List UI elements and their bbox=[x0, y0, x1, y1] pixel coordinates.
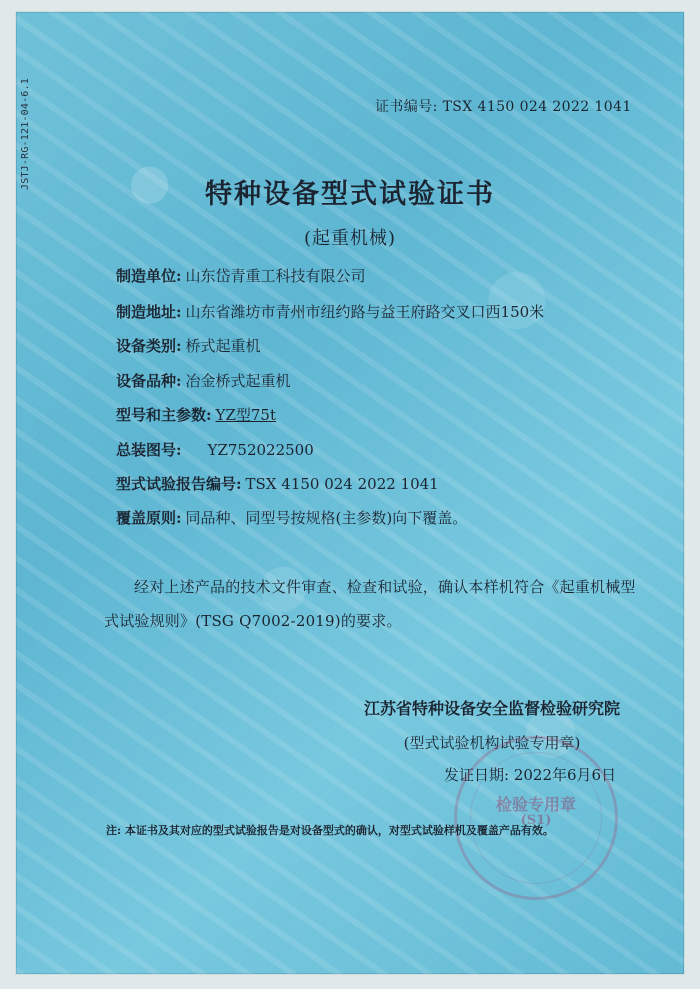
field-value: 山东省潍坊市青州市纽约路与益王府路交叉口西150米 bbox=[185, 303, 545, 321]
certificate-subtitle: (起重机械) bbox=[303, 228, 397, 249]
field-row-drawing-number bbox=[116, 439, 314, 460]
field-row-address bbox=[116, 301, 544, 322]
field-row-category bbox=[116, 335, 261, 356]
issuing-institution: 江苏省特种设备安全监督检验研究院 bbox=[363, 699, 620, 718]
field-label: 总装图号: bbox=[116, 441, 182, 459]
field-row-manufacturer bbox=[116, 265, 366, 286]
certificate-body-text: 经对上述产品的技术文件审查、检查和试验，确认本样机符合《起重机械型式试验规则》(TSG Q7002-2019)的要求。 bbox=[104, 578, 636, 630]
field-label: 覆盖原则: bbox=[116, 509, 182, 527]
certificate-sheet bbox=[16, 12, 684, 974]
issue-date: 发证日期: 2022年6月6日 bbox=[444, 766, 617, 784]
vertical-document-code: JSTJ-RG-121-04-6.1 bbox=[20, 78, 31, 190]
certificate-number: 证书编号: TSX 4150 024 2022 1041 bbox=[375, 99, 632, 115]
field-value: TSX 4150 024 2022 1041 bbox=[245, 475, 439, 493]
field-label: 型式试验报告编号: bbox=[116, 475, 242, 493]
field-label: 型号和主参数: bbox=[116, 406, 212, 424]
field-label: 制造地址: bbox=[116, 303, 182, 321]
field-value: YZ型75t bbox=[215, 406, 276, 424]
field-value: 冶金桥式起重机 bbox=[185, 372, 291, 390]
field-label: 制造单位: bbox=[116, 267, 182, 285]
field-row-model bbox=[116, 404, 276, 425]
footer-note: 注: 本证书及其对应的型式试验报告是对设备型式的确认，对型式试验样机及覆盖产品有效。 bbox=[106, 824, 554, 837]
field-row-variety bbox=[116, 370, 291, 391]
field-value: YZ752022500 bbox=[207, 441, 314, 459]
certificate-title: 特种设备型式试验证书 bbox=[205, 179, 495, 210]
stamp-text: 检验专用章 bbox=[495, 795, 577, 814]
stamp-code: (S1) bbox=[520, 813, 552, 828]
field-value: 山东岱青重工科技有限公司 bbox=[185, 267, 366, 285]
field-label: 设备类别: bbox=[116, 337, 182, 355]
field-row-coverage bbox=[116, 507, 467, 528]
official-stamp bbox=[454, 736, 618, 900]
field-label: 设备品种: bbox=[116, 372, 182, 390]
field-value: 同品种、同型号按规格(主参数)向下覆盖。 bbox=[185, 509, 468, 527]
field-row-report-number bbox=[116, 473, 439, 494]
seal-note: (型式试验机构试验专用章) bbox=[403, 734, 581, 752]
field-value: 桥式起重机 bbox=[185, 337, 261, 355]
